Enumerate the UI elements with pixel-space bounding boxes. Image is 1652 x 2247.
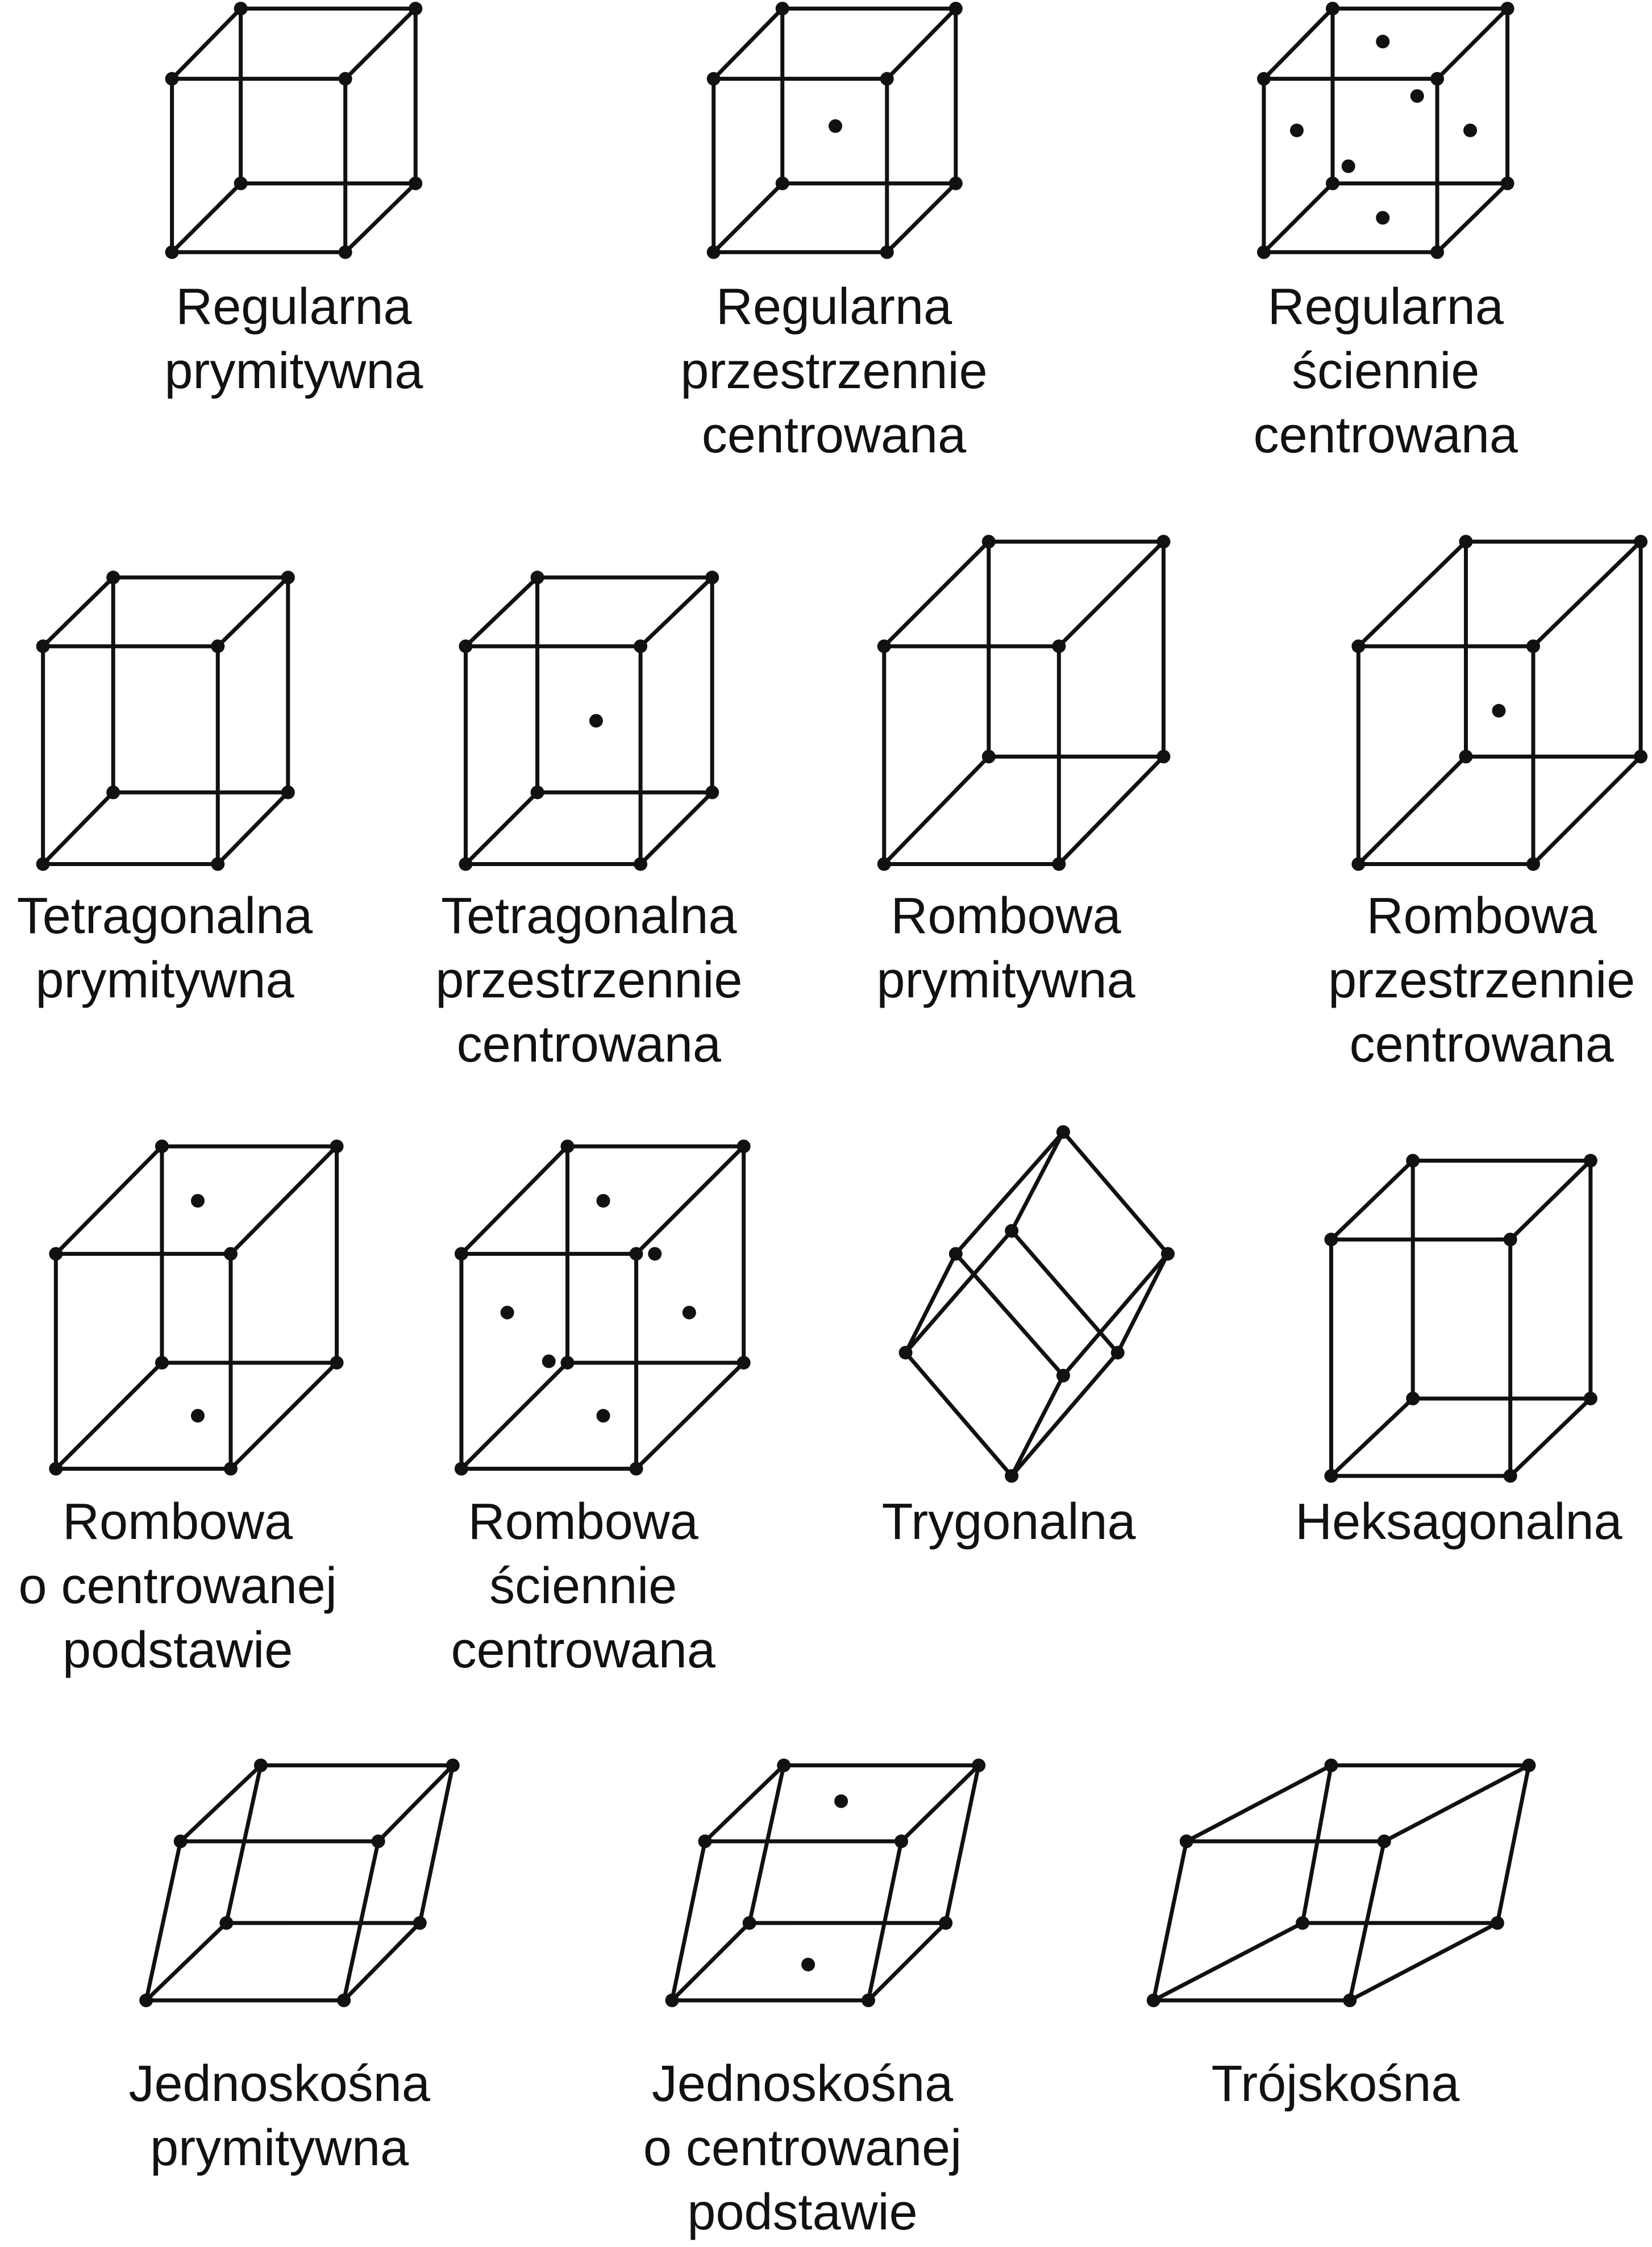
cell-edge xyxy=(465,577,537,646)
cell-edge xyxy=(1187,1765,1331,1841)
lattice-point xyxy=(1052,639,1066,653)
caption-line: Jednoskośna xyxy=(651,2055,954,2112)
lattice-point xyxy=(1180,1834,1193,1848)
caption-monoclinic-base-centered xyxy=(643,2052,962,2245)
caption-line: podstawie xyxy=(63,1622,293,1679)
lattice-point xyxy=(165,245,179,259)
caption-line: centrowana xyxy=(1253,407,1518,464)
lattice-point xyxy=(777,1758,790,1772)
caption-line: Regularna xyxy=(715,278,952,336)
lattice-point xyxy=(899,1346,913,1359)
lattice-point xyxy=(446,1758,460,1772)
lattice-point xyxy=(1056,1125,1070,1139)
lattice-point xyxy=(1634,535,1647,548)
centering-atom xyxy=(191,1409,205,1422)
cell-edge xyxy=(705,1765,784,1841)
caption-line: prymitywna xyxy=(150,2119,409,2177)
lattice-point xyxy=(339,245,352,259)
cell-edge xyxy=(1384,1765,1529,1841)
lattice-point xyxy=(36,857,50,871)
lattice-point xyxy=(1406,1392,1420,1405)
lattice-point xyxy=(1257,245,1271,259)
cell-edge xyxy=(714,9,783,79)
lattice-point xyxy=(1584,1392,1597,1405)
caption-line: przestrzennie xyxy=(680,343,988,400)
centering-atom xyxy=(1463,123,1477,137)
lattice-point xyxy=(1522,1758,1536,1772)
centering-atom xyxy=(191,1194,205,1208)
centering-atom xyxy=(589,714,603,727)
caption-tetragonal-body-centered xyxy=(435,884,742,1077)
cell-edge xyxy=(887,9,956,79)
lattice-point xyxy=(776,177,789,190)
lattice-point xyxy=(155,1356,169,1370)
lattice-point xyxy=(174,1834,188,1848)
lattice-point xyxy=(1343,1994,1356,2007)
cell-edge xyxy=(146,1923,226,2000)
cell-edge xyxy=(714,184,783,252)
cell-edge xyxy=(346,9,416,79)
cell-edge xyxy=(1350,1923,1497,2000)
cell-edge xyxy=(146,1841,181,2000)
caption-orthorhombic-body-centered xyxy=(1328,884,1635,1077)
cell-edge xyxy=(218,577,288,646)
lattice-point xyxy=(339,72,352,86)
cell-edge xyxy=(43,577,114,646)
lattice-point xyxy=(219,1916,233,1930)
centering-atom xyxy=(1342,159,1355,173)
lattice-point xyxy=(1324,1758,1338,1772)
lattice-point xyxy=(139,1994,153,2007)
lattice-point xyxy=(880,72,894,86)
lattice-point xyxy=(894,1834,908,1848)
caption-line: Rombowa xyxy=(468,1493,698,1551)
lattice-point xyxy=(665,1994,679,2007)
lattice-point xyxy=(776,2,789,15)
cell-edge xyxy=(1331,1399,1413,1476)
cell-edge xyxy=(461,1363,568,1469)
caption-line: prymitywna xyxy=(876,951,1135,1009)
lattice-point xyxy=(1156,750,1170,763)
lattice-point xyxy=(1326,2,1339,15)
lattice-point xyxy=(234,177,248,190)
caption-line: ściennie xyxy=(489,1558,677,1615)
lattice-point xyxy=(561,1356,575,1370)
cell-edge xyxy=(887,184,956,252)
lattice-point xyxy=(224,1247,238,1260)
cell-edge xyxy=(946,1765,979,1923)
centering-atom xyxy=(1376,35,1389,48)
cell-edge xyxy=(420,1765,453,1923)
lattice-point xyxy=(1634,750,1647,763)
cell-edge xyxy=(1437,184,1508,252)
caption-line: Regularna xyxy=(1267,278,1504,336)
lattice-point xyxy=(1161,1247,1175,1260)
lattice-point xyxy=(413,1916,427,1930)
lattice-point xyxy=(1257,72,1271,86)
lattice-point xyxy=(211,639,224,653)
lattice-point xyxy=(1504,1469,1517,1483)
cell-edge xyxy=(636,1363,744,1469)
lattice-point xyxy=(1459,535,1472,548)
lattice-point xyxy=(531,785,544,799)
lattice-point xyxy=(1324,1469,1338,1483)
lattice-point xyxy=(561,1139,575,1153)
caption-line: centrowana xyxy=(451,1622,715,1679)
lattice-point xyxy=(1111,1346,1125,1359)
lattice-point xyxy=(1156,535,1170,548)
centering-atom xyxy=(1290,123,1304,137)
lattice-point xyxy=(1584,1154,1597,1167)
lattice-point xyxy=(737,1139,751,1153)
cell-edge xyxy=(1331,1160,1413,1239)
lattice-point xyxy=(737,1356,751,1370)
centering-atom xyxy=(801,1958,815,1971)
caption-line: prymitywna xyxy=(164,343,423,400)
cell-edge xyxy=(181,1765,261,1841)
lattice-point xyxy=(1351,857,1365,871)
lattice-point xyxy=(1326,177,1339,190)
lattice-point xyxy=(459,857,472,871)
lattice-point xyxy=(1406,1154,1420,1167)
caption-orthorhombic-face-centered xyxy=(451,1490,715,1683)
lattice-point xyxy=(1491,1916,1504,1930)
cell-edge xyxy=(1358,542,1466,646)
lattice-point xyxy=(634,639,647,653)
cell-edge xyxy=(461,1146,568,1254)
caption-monoclinic-primitive xyxy=(128,2052,430,2181)
lattice-point xyxy=(1056,1369,1070,1383)
cell-edge xyxy=(1533,756,1641,864)
lattice-point xyxy=(743,1916,756,1930)
caption-line: Rombowa xyxy=(891,887,1121,944)
cell-edge xyxy=(378,1765,453,1841)
caption-line: Rombowa xyxy=(63,1493,293,1551)
cell-edge xyxy=(1264,184,1333,252)
caption-hexagonal xyxy=(1295,1490,1622,1554)
lattice-point xyxy=(1147,1994,1160,2007)
cell-edge xyxy=(231,1363,337,1469)
lattice-point xyxy=(1459,750,1472,763)
lattice-point xyxy=(949,2,963,15)
cell-edge xyxy=(1154,1923,1303,2000)
cell-edge xyxy=(884,756,989,864)
caption-line: centrowana xyxy=(456,1016,721,1073)
lattice-point xyxy=(1052,857,1066,871)
lattice-point xyxy=(972,1758,985,1772)
caption-regular-primitive xyxy=(164,275,423,403)
cell-edge xyxy=(868,1841,901,2000)
lattice-point xyxy=(106,785,120,799)
cell-edge xyxy=(172,184,241,252)
lattice-point xyxy=(1526,639,1540,653)
cell-edge xyxy=(1264,9,1333,79)
caption-trigonal xyxy=(882,1490,1136,1554)
centering-atom xyxy=(542,1354,556,1368)
lattice-point xyxy=(634,857,647,871)
lattice-point xyxy=(862,1994,875,2007)
lattice-point xyxy=(880,245,894,259)
caption-line: centrowana xyxy=(701,407,967,464)
lattice-point xyxy=(982,535,996,548)
lattice-point xyxy=(155,1139,169,1153)
lattice-point xyxy=(1430,72,1444,86)
cell-edge xyxy=(750,1765,784,1923)
lattice-point xyxy=(707,245,721,259)
lattice-point xyxy=(372,1834,385,1848)
lattice-point xyxy=(630,1247,643,1260)
lattice-point xyxy=(330,1356,344,1370)
cell-edge xyxy=(56,1146,162,1254)
lattice-point xyxy=(1501,2,1514,15)
lattice-point xyxy=(1526,857,1540,871)
lattice-point xyxy=(1430,245,1444,259)
cell-edge xyxy=(172,9,241,79)
cell-edge xyxy=(640,792,712,864)
caption-line: prymitywna xyxy=(35,951,294,1009)
lattice-point xyxy=(982,750,996,763)
cell-edge xyxy=(231,1146,337,1254)
lattice-point xyxy=(949,177,963,190)
cell-edge xyxy=(1437,9,1508,79)
cell-edge xyxy=(344,1923,420,2000)
centering-atom xyxy=(1376,211,1389,224)
cell-edge xyxy=(640,577,712,646)
lattice-point xyxy=(1351,639,1365,653)
lattice-point xyxy=(1504,1233,1517,1246)
caption-line: Regularna xyxy=(176,278,412,336)
lattice-point xyxy=(106,571,120,584)
caption-line: Jednoskośna xyxy=(128,2055,430,2112)
lattice-point xyxy=(949,1247,963,1260)
lattice-point xyxy=(224,1462,238,1476)
caption-line: Tetragonalna xyxy=(16,887,313,944)
lattice-point xyxy=(409,177,422,190)
lattice-point xyxy=(1005,1469,1018,1483)
lattice-point xyxy=(1296,1916,1309,1930)
lattice-point xyxy=(459,639,472,653)
lattice-point xyxy=(36,639,50,653)
lattice-point xyxy=(409,2,422,15)
lattice-point xyxy=(165,72,179,86)
lattice-point xyxy=(455,1247,468,1260)
lattice-point xyxy=(49,1462,63,1476)
lattice-point xyxy=(254,1758,268,1772)
lattice-point xyxy=(330,1139,344,1153)
cell-edge xyxy=(344,1841,378,2000)
lattice-point xyxy=(211,857,224,871)
cell-edge xyxy=(1358,756,1466,864)
lattice-point xyxy=(877,857,891,871)
caption-triclinic xyxy=(1212,2052,1460,2116)
lattice-point xyxy=(281,785,295,799)
lattice-point xyxy=(455,1462,468,1476)
lattice-point xyxy=(1501,177,1514,190)
lattice-point xyxy=(707,72,721,86)
cell-edge xyxy=(1154,1841,1187,2000)
centering-atom xyxy=(1410,89,1424,103)
lattice-point xyxy=(281,571,295,584)
cell-edge xyxy=(636,1146,744,1254)
centering-atom xyxy=(829,119,842,133)
cell-edge xyxy=(672,1841,705,2000)
caption-line: ściennie xyxy=(1292,343,1480,400)
centering-atom xyxy=(501,1306,514,1320)
caption-line: podstawie xyxy=(687,2183,918,2241)
caption-line: Rombowa xyxy=(1366,887,1597,944)
centering-atom xyxy=(1492,704,1505,718)
cell-edge xyxy=(218,792,288,864)
lattice-point xyxy=(698,1834,712,1848)
cell-edge xyxy=(906,1353,1012,1476)
cell-edge xyxy=(1510,1160,1591,1239)
cell-edge xyxy=(1510,1399,1591,1476)
caption-line: o centrowanej xyxy=(643,2119,962,2177)
lattice-point xyxy=(49,1247,63,1260)
centering-atom xyxy=(683,1306,696,1320)
cell-edge xyxy=(346,184,416,252)
cell-edge xyxy=(43,792,114,864)
cell-edge xyxy=(1350,1841,1384,2000)
caption-regular-body-centered xyxy=(680,275,987,468)
cell-edge xyxy=(1533,542,1641,646)
cell-edge xyxy=(1497,1765,1529,1923)
lattice-point xyxy=(1378,1834,1391,1848)
cell-edge xyxy=(1303,1765,1331,1923)
centering-atom xyxy=(834,1795,848,1808)
centering-atom xyxy=(648,1247,661,1260)
lattice-point xyxy=(531,571,544,584)
caption-line: przestrzennie xyxy=(435,951,743,1009)
caption-line: centrowana xyxy=(1349,1016,1614,1073)
cell-edge xyxy=(56,1363,162,1469)
centering-atom xyxy=(597,1194,610,1208)
lattice-point xyxy=(705,571,719,584)
lattice-point xyxy=(939,1916,952,1930)
caption-line: Trójskośna xyxy=(1211,2055,1460,2112)
lattice-point xyxy=(705,785,719,799)
caption-line: Trygonalna xyxy=(881,1493,1136,1551)
cell-edge xyxy=(884,542,989,646)
lattice-point xyxy=(630,1462,643,1476)
lattice-point xyxy=(337,1994,351,2007)
caption-orthorhombic-base-centered xyxy=(18,1490,336,1683)
lattice-point xyxy=(234,2,248,15)
caption-tetragonal-primitive xyxy=(17,884,313,1013)
cell-edge xyxy=(1059,542,1163,646)
lattice-point xyxy=(1324,1233,1338,1246)
cell-edge xyxy=(1059,756,1163,864)
cell-edge xyxy=(1063,1132,1168,1254)
caption-line: przestrzennie xyxy=(1328,951,1636,1009)
caption-line: o centrowanej xyxy=(18,1558,337,1615)
lattice-point xyxy=(1005,1224,1018,1238)
cell-edge xyxy=(465,792,537,864)
centering-atom xyxy=(597,1409,610,1422)
lattice-point xyxy=(877,639,891,653)
caption-regular-face-centered xyxy=(1254,275,1518,468)
cell-edge xyxy=(226,1765,261,1923)
caption-line: Tetragonalna xyxy=(441,887,737,944)
caption-line: Heksagonalna xyxy=(1295,1493,1622,1551)
caption-orthorhombic-primitive xyxy=(877,884,1135,1013)
